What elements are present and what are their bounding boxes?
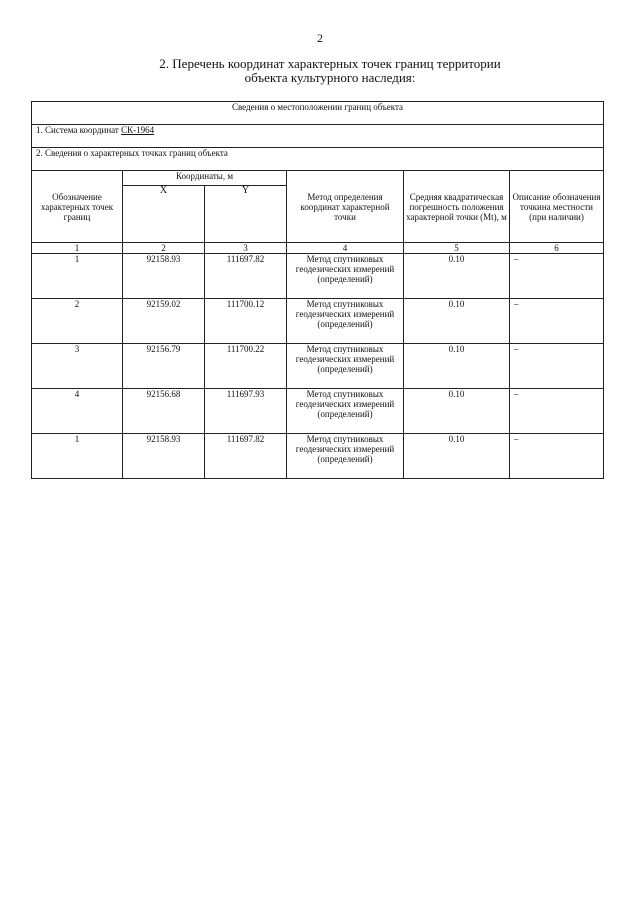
description-cell: –: [510, 389, 604, 434]
table-row: [32, 299, 604, 344]
description-cell: –: [510, 344, 604, 389]
coord-system-value: СК-1964: [121, 125, 155, 135]
x-cell: 92158.93: [123, 434, 205, 479]
method-cell: Метод спутниковых геодезических измерений (определений): [287, 299, 404, 344]
point-cell: 3: [32, 344, 123, 389]
y-cell: 111700.22: [205, 344, 287, 389]
point-cell: 1: [32, 254, 123, 299]
method-cell: Метод спутниковых геодезических измерений (определений): [287, 344, 404, 389]
y-cell: 111697.82: [205, 254, 287, 299]
x-cell: 92156.68: [123, 389, 205, 434]
point-cell: 2: [32, 299, 123, 344]
header-x: X: [123, 186, 205, 243]
method-cell: Метод спутниковых геодезических измерений (определений): [287, 254, 404, 299]
method-cell: Метод спутниковых геодезических измерений (определений): [287, 434, 404, 479]
header-accuracy: Средняя квадратическая погрешность положения характерной точки (Mt), м: [404, 171, 510, 243]
y-cell: 111700.12: [205, 299, 287, 344]
accuracy-cell: 0.10: [404, 344, 510, 389]
x-cell: 92156.79: [123, 344, 205, 389]
coord-system-label: 1. Система координат: [36, 125, 122, 135]
column-number: 5: [404, 243, 510, 254]
page-title-line-1: 2. Перечень координат характерных точек границ территории: [159, 56, 501, 71]
accuracy-cell: 0.10: [404, 434, 510, 479]
header-point: Обозначение характерных точек границ: [32, 171, 123, 243]
coordinates-table: [31, 101, 604, 479]
x-cell: 92159.02: [123, 299, 205, 344]
column-number: 1: [32, 243, 123, 254]
column-number: 3: [205, 243, 287, 254]
table-row: [32, 344, 604, 389]
points-section-title: 2. Сведения о характерных точках границ объекта: [32, 148, 604, 171]
table-caption: Сведения о местоположении границ объекта: [32, 102, 604, 125]
accuracy-cell: 0.10: [404, 299, 510, 344]
y-cell: 111697.82: [205, 434, 287, 479]
description-cell: –: [510, 254, 604, 299]
table-row: [32, 254, 604, 299]
coord-system-cell: [32, 125, 604, 148]
accuracy-cell: 0.10: [404, 254, 510, 299]
table-row: [32, 434, 604, 479]
description-cell: –: [510, 434, 604, 479]
accuracy-cell: 0.10: [404, 389, 510, 434]
description-cell: –: [510, 299, 604, 344]
method-cell: Метод спутниковых геодезических измерений (определений): [287, 389, 404, 434]
header-description: Описание обозначения точкина местности (при наличии): [510, 171, 604, 243]
column-number: 2: [123, 243, 205, 254]
page-title-line-2: объекта культурного наследия:: [244, 70, 416, 85]
header-coordinates: Координаты, м: [123, 171, 287, 186]
column-number: 4: [287, 243, 404, 254]
point-cell: 4: [32, 389, 123, 434]
table-row: [32, 389, 604, 434]
x-cell: 92158.93: [123, 254, 205, 299]
header-y: Y: [205, 186, 287, 243]
header-method: Метод определения координат характерной точки: [287, 171, 404, 243]
page-number: 2: [317, 31, 323, 45]
page-title: [80, 57, 580, 85]
y-cell: 111697.93: [205, 389, 287, 434]
column-number-row: [32, 243, 604, 254]
point-cell: 1: [32, 434, 123, 479]
column-number: 6: [510, 243, 604, 254]
